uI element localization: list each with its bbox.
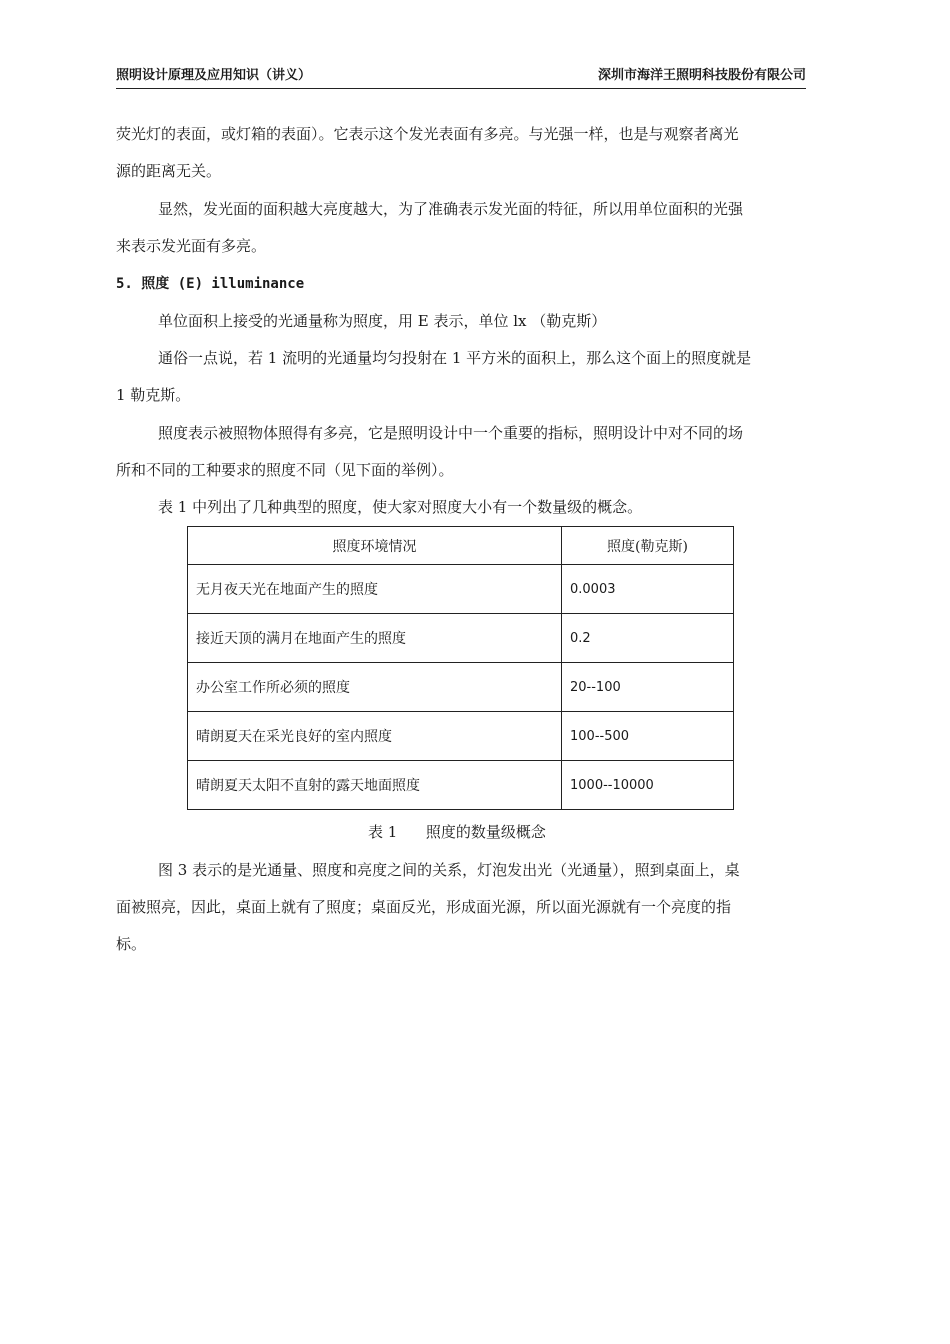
paragraph-line: 表 1 中列出了几种典型的照度，使大家对照度大小有一个数量级的概念。 (158, 498, 643, 516)
table-header-cell: 照度(勒克斯) (562, 527, 734, 565)
paragraph-line: 显然，发光面的面积越大亮度越大，为了准确表示发光面的特征，所以用单位面积的光强 (158, 200, 744, 218)
paragraph-line: 来表示发光面有多亮。 (116, 237, 267, 255)
header-document-title: 照明设计原理及应用知识（讲义） (116, 68, 312, 83)
paragraph-line: 标。 (116, 935, 147, 953)
table-caption: 表 1 照度的数量级概念 (368, 823, 546, 841)
table-cell-condition: 接近天顶的满月在地面产生的照度 (188, 614, 562, 663)
table-header-cell: 照度环境情况 (188, 527, 562, 565)
paragraph-line: 所和不同的工种要求的照度不同（见下面的举例）。 (116, 461, 454, 479)
table-cell-lux: 100--500 (562, 712, 734, 761)
table-row (188, 614, 734, 663)
paragraph-line: 照度表示被照物体照得有多亮，它是照明设计中一个重要的指标，照明设计中对不同的场 (158, 424, 744, 442)
table-row (188, 663, 734, 712)
illuminance-table (187, 526, 734, 810)
table-row (188, 761, 734, 810)
paragraph-line: 单位面积上接受的光通量称为照度，用 E 表示，单位 lx （勒克斯） (158, 312, 607, 330)
paragraph-line: 1 勒克斯。 (116, 386, 191, 404)
table-cell-lux: 0.2 (562, 614, 734, 663)
table-header-row (188, 527, 734, 565)
paragraph-line: 图 3 表示的是光通量、照度和亮度之间的关系，灯泡发出光（光通量），照到桌面上，桌 (158, 861, 740, 879)
table-row (188, 712, 734, 761)
table-cell-condition: 晴朗夏天太阳不直射的露天地面照度 (188, 761, 562, 810)
table-cell-condition: 办公室工作所必须的照度 (188, 663, 562, 712)
table-cell-lux: 0.0003 (562, 565, 734, 614)
paragraph-line: 面被照亮，因此，桌面上就有了照度；桌面反光，形成面光源，所以面光源就有一个亮度的指 (116, 898, 732, 916)
table-row (188, 565, 734, 614)
paragraph-line: 源的距离无关。 (116, 162, 222, 180)
header-company-name: 深圳市海洋王照明科技股份有限公司 (597, 68, 806, 83)
paragraph-line: 荧光灯的表面，或灯箱的表面）。它表示这个发光表面有多亮。与光强一样，也是与观察者离光 (116, 125, 739, 143)
table-cell-condition: 晴朗夏天在采光良好的室内照度 (188, 712, 562, 761)
page-header (116, 64, 806, 89)
paragraph-line: 通俗一点说，若 1 流明的光通量均匀投射在 1 平方米的面积上，那么这个面上的照度就是 (158, 349, 752, 367)
table-cell-lux: 20--100 (562, 663, 734, 712)
table-cell-lux: 1000--10000 (562, 761, 734, 810)
table-cell-condition: 无月夜天光在地面产生的照度 (188, 565, 562, 614)
section-heading: 5. 照度 (E) illuminance (116, 276, 305, 292)
